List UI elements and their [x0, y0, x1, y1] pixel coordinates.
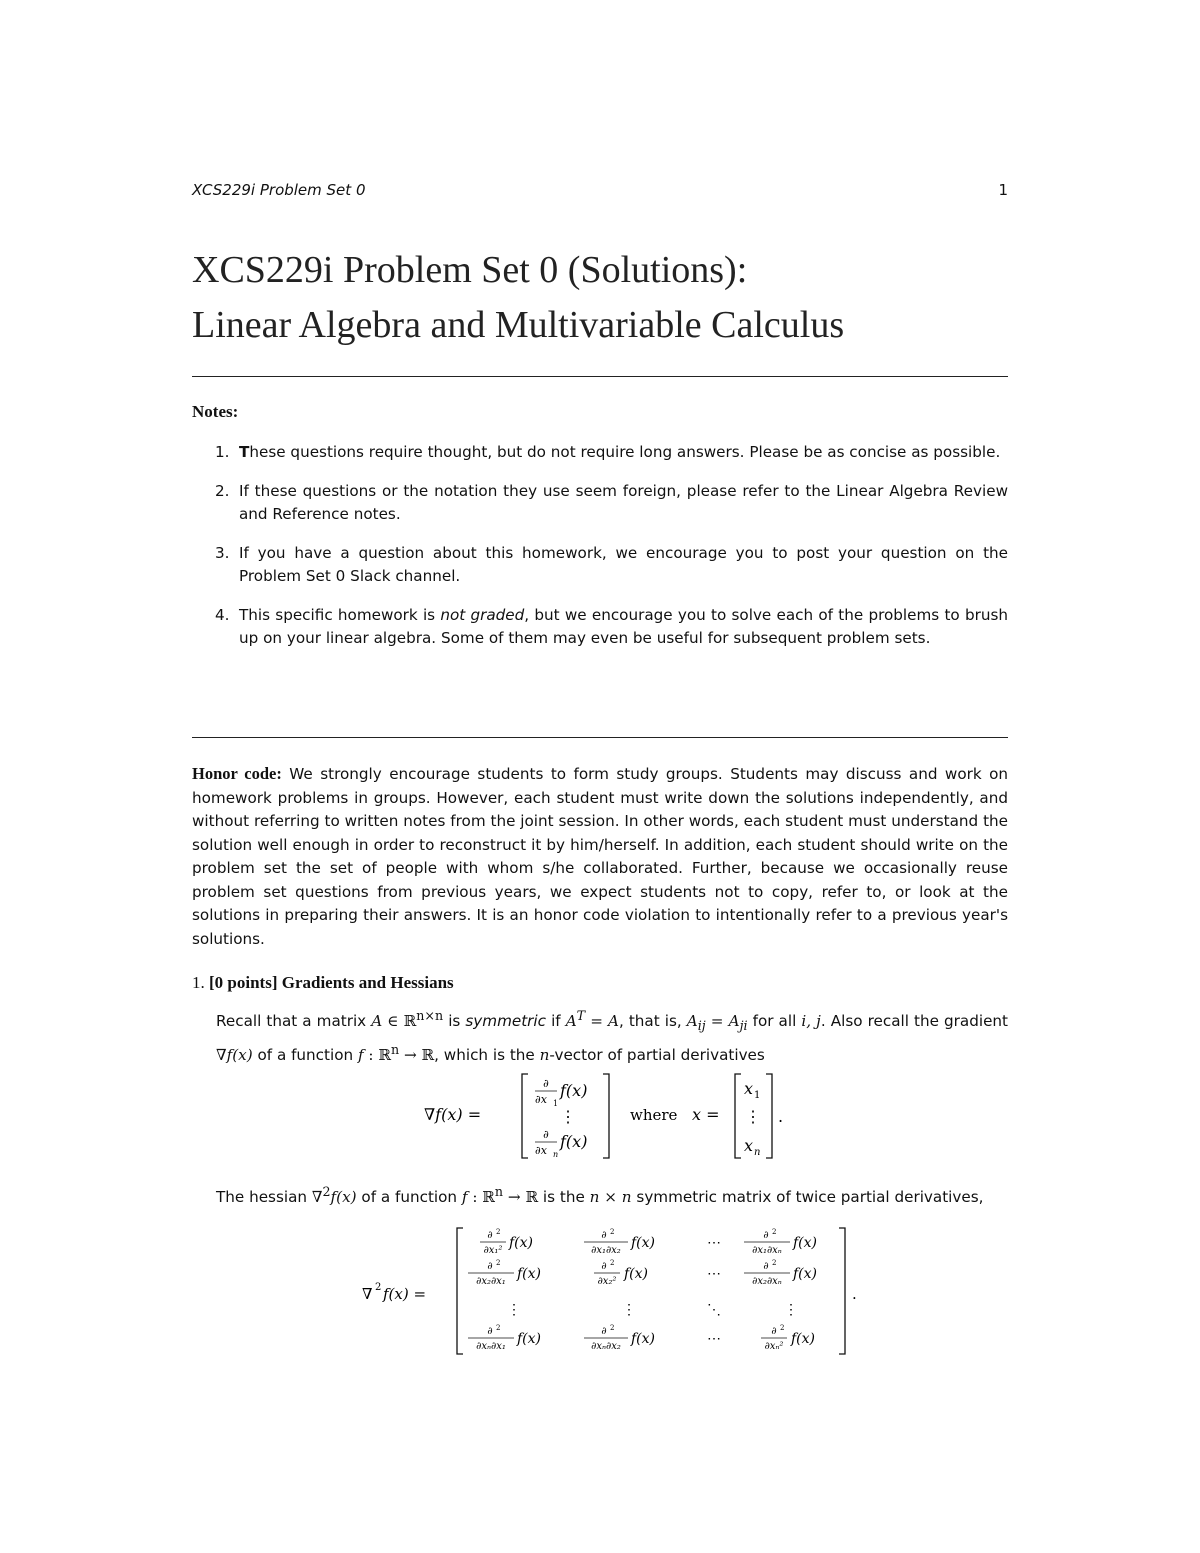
problem-number: 1. [192, 973, 205, 992]
fraction-denominator: ∂xₙ² [764, 1341, 784, 1352]
math: i, j [801, 1012, 821, 1031]
middle-divider [192, 737, 1008, 738]
notes-list [192, 441, 1008, 666]
right-bracket [766, 1074, 772, 1158]
list-item-text: , but we encourage you to solve each of the problems to brush up on your linear algebra. Some of them may even be useful for subsequent problem sets. [239, 605, 1008, 647]
text: if [546, 1012, 566, 1031]
problem-title: Gradients and Hessians [281, 973, 454, 992]
math: → ℝ [399, 1046, 435, 1065]
list-item-text: This specific homework is [239, 605, 441, 624]
fraction-numerator: ∂ [487, 1230, 493, 1241]
math: f(x) [330, 1188, 357, 1207]
subscript: n [553, 1150, 559, 1159]
x-n: x [744, 1136, 754, 1155]
fraction-denominator: ∂xₙ∂x₁ [476, 1341, 506, 1352]
x-equals: x = [692, 1105, 720, 1124]
left-bracket [457, 1228, 463, 1354]
math: f [461, 1188, 468, 1207]
list-item-number: 3. [215, 543, 230, 562]
math: n × n [589, 1188, 632, 1207]
honor-code-paragraph [192, 762, 1008, 951]
fraction-numerator: ∂ [601, 1230, 607, 1241]
list-item-text: hese questions require thought, but do not require long answers. Please be as concise as possible. [249, 443, 1001, 461]
math-sup: n [390, 1042, 400, 1058]
list-item-number: 2. [215, 481, 230, 500]
math: ∇ [311, 1188, 323, 1207]
vertical-dots: ⋮ [622, 1302, 636, 1318]
gradient-lhs: ∇f(x) = [424, 1105, 482, 1124]
math: ∇f(x) [216, 1046, 253, 1065]
f-of-x: f(x) [560, 1132, 588, 1151]
math: f [357, 1046, 364, 1065]
horizontal-dots: ⋯ [707, 1235, 721, 1251]
x-1: x [744, 1079, 754, 1098]
right-bracket [603, 1074, 609, 1158]
page-title [192, 243, 1008, 353]
left-bracket [522, 1074, 528, 1158]
f-of-x: f(x) [509, 1235, 534, 1251]
superscript: 2 [496, 1324, 501, 1332]
fraction-numerator: ∂ [771, 1326, 777, 1337]
math-sup: T [576, 1008, 586, 1023]
text: is the [538, 1188, 590, 1207]
text: The hessian [216, 1188, 312, 1207]
math: → ℝ [503, 1188, 539, 1207]
fraction-numerator: ∂ [543, 1128, 549, 1141]
f-of-x: f(x) [631, 1235, 656, 1251]
list-item [192, 480, 1008, 527]
gradient-equation [420, 1066, 800, 1164]
list-item-number: 4. [215, 605, 230, 624]
list-item [192, 604, 1008, 651]
fraction-numerator: ∂ [763, 1230, 769, 1241]
math-sup: n [494, 1184, 504, 1199]
horizontal-dots: ⋯ [707, 1331, 721, 1347]
fraction-denominator: ∂x₂∂xₙ [752, 1276, 782, 1287]
text: . Also recall the gradient [820, 1012, 1008, 1031]
list-item [192, 542, 1008, 589]
problem-points: [0 points] [209, 973, 278, 992]
f-of-x: f(x) [517, 1331, 542, 1347]
list-item-text: If you have a question about this homework, we encourage you to post your question on the Problem Set 0 Slack channel. [239, 543, 1008, 585]
hessian-lhs: f(x) = [383, 1285, 427, 1303]
math-sup: 2 [322, 1184, 331, 1199]
problem-1-paragraph-2 [216, 1180, 1008, 1209]
superscript: 2 [610, 1324, 615, 1332]
right-bracket [839, 1228, 845, 1354]
superscript: 2 [772, 1228, 777, 1236]
superscript: 2 [496, 1259, 501, 1267]
text: of a function [356, 1188, 462, 1207]
vertical-dots: ⋮ [560, 1107, 576, 1126]
fraction-numerator: ∂ [601, 1261, 607, 1272]
period: . [852, 1285, 857, 1303]
math: : ℝ [363, 1046, 391, 1065]
superscript: 2 [496, 1228, 501, 1236]
hessian-lhs-nabla: ∇ [362, 1285, 373, 1303]
fraction-denominator: ∂x [535, 1093, 547, 1106]
note-lead-letter: T [239, 443, 250, 461]
emphasis-not-graded: not graded [440, 605, 525, 624]
fraction-denominator: ∂x₁² [483, 1245, 503, 1256]
superscript: 2 [610, 1259, 615, 1267]
f-of-x: f(x) [631, 1331, 656, 1347]
math: = A [705, 1012, 740, 1031]
vertical-dots: ⋮ [507, 1302, 521, 1318]
math: : ℝ [467, 1188, 495, 1207]
list-item-text: If these questions or the notation they use seem foreign, please refer to the Linear Algebra Review and Reference notes. [239, 481, 1008, 523]
math: A [686, 1012, 698, 1031]
text: for all [747, 1012, 802, 1031]
text: , which is the [434, 1046, 540, 1065]
problem-1-paragraph-1 [216, 1004, 1008, 1067]
math: = A [585, 1012, 619, 1031]
superscript: 2 [772, 1259, 777, 1267]
text: is [443, 1012, 466, 1031]
fraction-denominator: ∂xₙ∂x₂ [591, 1341, 621, 1352]
top-divider [192, 376, 1008, 377]
subscript: 1 [553, 1099, 559, 1108]
where-text: where [630, 1106, 678, 1124]
fraction-numerator: ∂ [487, 1261, 493, 1272]
superscript: 2 [610, 1228, 615, 1236]
f-of-x: f(x) [791, 1331, 816, 1347]
hessian-equation [358, 1222, 868, 1362]
period: . [778, 1107, 784, 1126]
fraction-numerator: ∂ [763, 1261, 769, 1272]
text: symmetric matrix of twice partial derivatives, [631, 1188, 984, 1207]
honor-code-text: We strongly encourage students to form study groups. Students may discuss and work on homework problems in groups. However, each student must write down the solutions independently, and without referring to written notes from the joint session. In other words, each student must understand the solution well enough in order to reconstruct it by him/herself. In addition, each student should write on the problem set the set of people with whom s/he collaborated. Further, because we occasionally reuse problem set questions from previous years, we expect students not to copy, refer to, or look at the solutions in preparing their answers. It is an honor code violation to intentionally refer to a previous year's solutions. [192, 765, 1009, 948]
running-head [192, 181, 1008, 203]
list-item [192, 441, 1008, 465]
math: ∈ ℝ [382, 1012, 417, 1031]
notes-heading: Notes: [192, 402, 239, 421]
fraction-numerator: ∂ [543, 1077, 549, 1090]
honor-code-label: Honor code: [192, 764, 282, 783]
math-sub: ij [697, 1018, 706, 1034]
page-number: 1 [998, 181, 1008, 199]
math: A [565, 1012, 577, 1031]
title-line-1: XCS229i Problem Set 0 (Solutions): [192, 249, 748, 291]
text: -vector of partial derivatives [549, 1046, 765, 1065]
diagonal-dots: ⋱ [707, 1302, 721, 1318]
text: of a function [252, 1046, 358, 1065]
f-of-x: f(x) [560, 1081, 588, 1100]
text: Recall that a matrix [216, 1012, 372, 1031]
fraction-denominator: ∂x₁∂x₂ [591, 1245, 621, 1256]
fraction-denominator: ∂x₁∂xₙ [752, 1245, 782, 1256]
vertical-dots: ⋮ [745, 1107, 761, 1126]
problem-1-heading [192, 973, 1008, 993]
emphasis-symmetric: symmetric [465, 1012, 546, 1031]
list-item-number: 1. [215, 443, 230, 461]
fraction-denominator: ∂x₂² [597, 1276, 617, 1287]
horizontal-dots: ⋯ [707, 1266, 721, 1282]
fraction-denominator: ∂x [535, 1144, 547, 1157]
math: A [371, 1012, 383, 1031]
running-head-title: XCS229i Problem Set 0 [192, 181, 366, 199]
subscript: 1 [754, 1090, 761, 1101]
math: n [539, 1046, 550, 1065]
fraction-numerator: ∂ [601, 1326, 607, 1337]
vertical-dots: ⋮ [784, 1302, 798, 1318]
math-sup: n×n [416, 1008, 444, 1023]
fraction-numerator: ∂ [487, 1326, 493, 1337]
title-line-2: Linear Algebra and Multivariable Calculus [192, 304, 845, 346]
f-of-x: f(x) [793, 1266, 818, 1282]
left-bracket [735, 1074, 741, 1158]
subscript: n [754, 1147, 761, 1158]
math-sub: ji [739, 1018, 748, 1034]
superscript: 2 [780, 1324, 785, 1332]
superscript: 2 [375, 1282, 382, 1293]
f-of-x: f(x) [517, 1266, 542, 1282]
fraction-denominator: ∂x₂∂x₁ [476, 1276, 506, 1287]
f-of-x: f(x) [793, 1235, 818, 1251]
f-of-x: f(x) [624, 1266, 649, 1282]
text: , that is, [618, 1012, 687, 1031]
